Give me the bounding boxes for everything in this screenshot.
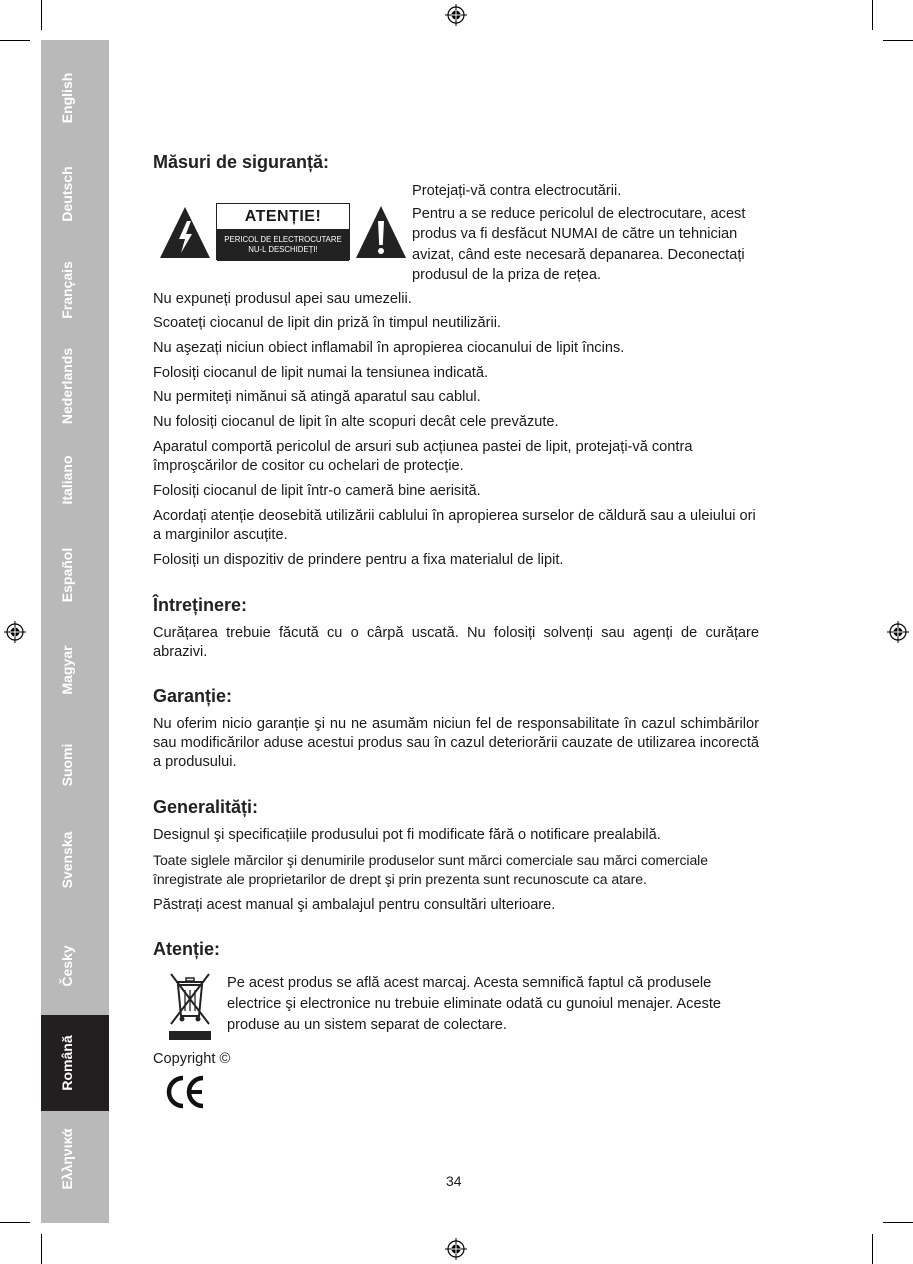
- general-item: Designul şi specificațiile produsului pot fi modificate fără o notificare prealabilă.: [153, 827, 661, 843]
- lang-tab-deutsch[interactable]: [41, 146, 109, 242]
- safety-item: Nu permiteți nimănui să atingă aparatul sau cablul.: [153, 389, 481, 405]
- crop-mark: [872, 1234, 873, 1264]
- safety-item: Nu aşezați niciun obiect inflamabil în apropierea ciocanului de lipit încins.: [153, 340, 625, 356]
- lang-tab-cesky[interactable]: [41, 918, 109, 1014]
- lang-tab-label: Română: [59, 1035, 75, 1091]
- lang-tab-label: Suomi: [59, 743, 75, 787]
- safety-item: Aparatul comportă pericolul de arsuri sub acțiunea pastei de lipit, protejați-vă contra împroşcărilor de cositor cu ochelari de protecție.: [153, 439, 693, 474]
- copyright-text: Copyright ©: [153, 1051, 231, 1067]
- lang-tab-italiano[interactable]: [41, 432, 109, 528]
- lang-tab-romana[interactable]: [41, 1015, 109, 1111]
- crop-mark: [41, 0, 42, 30]
- registration-mark-icon: [445, 1238, 467, 1260]
- warning-line: Protejați-vă contra electrocutării.: [412, 183, 622, 199]
- safety-item: Acordați atenție deosebită utilizării cablului în apropierea surselor de căldură sau a uleiului ori a marginilor ascuțite.: [153, 508, 756, 543]
- lang-tab-ellinika[interactable]: [41, 1111, 109, 1207]
- crop-mark: [0, 40, 30, 41]
- maintenance-heading: Întreținere:: [153, 595, 248, 615]
- lang-tab-label: English: [59, 72, 75, 124]
- danger-label-line: PERICOL DE ELECTROCUTARE: [224, 235, 342, 244]
- lang-tab-label: Français: [59, 261, 75, 319]
- lang-tab-label: Deutsch: [59, 166, 75, 222]
- language-sidebar: [41, 40, 109, 1223]
- general-item: Toate siglele mărcilor şi denumirile produselor sunt mărci comerciale sau mărci comerciale înregistrate ale proprietarilor de drept şi prin prezenta sunt recunoscute ca atare.: [153, 852, 708, 887]
- weee-crossed-bin-icon: [167, 970, 213, 1042]
- lang-tab-label: Magyar: [59, 645, 75, 695]
- registration-mark-icon: [4, 621, 26, 643]
- warning-line: Pentru a se reduce pericolul de electrocutare, acest produs va fi desfăcut NUMAI de către un tehnician avizat, când este necesară depanarea. Deconectați produsul de la priza de rețea.: [412, 205, 746, 283]
- page-number: 34: [446, 1173, 462, 1189]
- warranty-heading: Garanție:: [153, 686, 233, 706]
- lang-tab-label: Svenska: [59, 831, 75, 889]
- general-item: Păstrați acest manual şi ambalajul pentru consultări ulterioare.: [153, 897, 556, 913]
- danger-label-text: [217, 230, 349, 261]
- lang-tab-svenska[interactable]: [41, 812, 109, 908]
- safety-item: Scoateți ciocanul de lipit din priză în timpul neutilizării.: [153, 315, 501, 331]
- lang-tab-label: Español: [59, 547, 75, 603]
- safety-item: Nu expuneți produsul apei sau umezelii.: [153, 291, 412, 307]
- safety-item: Folosiți ciocanul de lipit într-o cameră bine aerisită.: [153, 483, 481, 499]
- exclamation-warning-icon: [354, 204, 408, 260]
- attention-heading: Atenție:: [153, 939, 220, 959]
- registration-mark-icon: [887, 621, 909, 643]
- crop-mark: [872, 0, 873, 30]
- danger-label-title: ATENȚIE!: [217, 204, 349, 230]
- danger-label-line: NU-L DESCHIDEȚI!: [248, 245, 318, 254]
- lang-tab-nederlands[interactable]: [41, 338, 109, 434]
- lang-tab-magyar[interactable]: [41, 622, 109, 718]
- warranty-text: Nu oferim nicio garanție şi nu ne asumăm niciun fel de responsabilitate în cazul schimbărilor sau modificărilor aduse acestui produs sau în cazul deteriorării cauzate de utilizarea incorectă a produsului.: [153, 716, 759, 770]
- lang-tab-espanol[interactable]: [41, 527, 109, 623]
- safety-item: Folosiți un dispozitiv de prindere pentru a fixa materialul de lipit.: [153, 552, 564, 568]
- lang-tab-suomi[interactable]: [41, 717, 109, 813]
- weee-text: Pe acest produs se află acest marcaj. Acesta semnifică faptul că produsele electrice şi electronice nu trebuie eliminate odată cu gunoiul menajer. Aceste produse au un sistem separat de colectare.: [227, 975, 722, 1033]
- danger-label: [216, 203, 350, 260]
- safety-item: Folosiți ciocanul de lipit numai la tensiunea indicată.: [153, 365, 489, 381]
- lang-tab-label: Italiano: [59, 455, 75, 505]
- lang-tab-francais[interactable]: [41, 242, 109, 338]
- ce-mark-icon: [165, 1075, 207, 1109]
- crop-mark: [0, 1222, 30, 1223]
- lang-tab-label: Nederlands: [59, 347, 75, 425]
- crop-mark: [883, 40, 913, 41]
- safety-item: Nu folosiți ciocanul de lipit în alte scopuri decât cele prevăzute.: [153, 414, 559, 430]
- crop-mark: [41, 1234, 42, 1264]
- lang-tab-english[interactable]: [41, 50, 109, 146]
- lang-tab-label: Česky: [59, 945, 75, 987]
- maintenance-text: Curățarea trebuie făcută cu o cârpă uscată. Nu folosiți solvenți sau agenți de curățare abrazivi.: [153, 625, 759, 660]
- crop-mark: [883, 1222, 913, 1223]
- electric-shock-warning-icon: [158, 205, 212, 260]
- warning-text: [412, 181, 762, 286]
- lang-tab-label: Ελληνικά: [59, 1128, 75, 1190]
- general-heading: Generalități:: [153, 797, 259, 817]
- registration-mark-icon: [445, 4, 467, 26]
- safety-heading: Măsuri de siguranță:: [153, 152, 330, 172]
